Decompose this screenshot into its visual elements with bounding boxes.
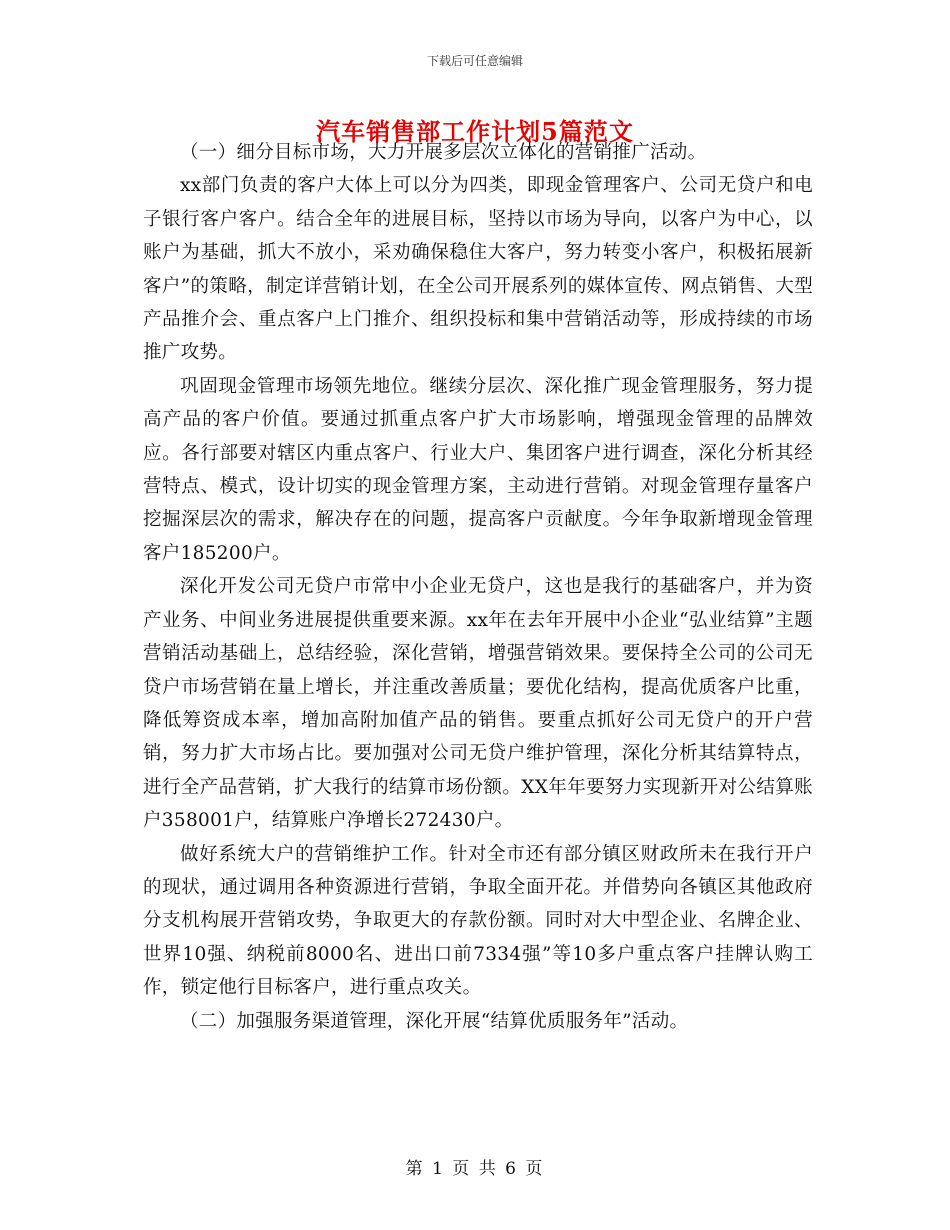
page-number-footer: 第 1 页 共 6 页 (405, 1159, 545, 1179)
document-title: 汽车销售部工作计划5篇范文 (316, 117, 634, 146)
document-body (143, 136, 813, 1038)
paragraph-customer-categories: xx部门负责的客户大体上可以分为四类，即现金管理客户、公司无贷户和电子银行客户客户。结合全年的进展目标，坚持以市场为导向，以客户为中心，以账户为基础，抓大不放小，采劝确保稳住大客户，努力转变小客户，积极拓展新客户”的策略，制定详营销计划，在全公司开展系列的媒体宣传、网点销售、大型产品推介会、重点客户上门推介、组织投标和集中营销活动等，形成持续的市场推广攻势。 (143, 175, 813, 364)
paragraph-section-two-heading: （二）加强服务渠道管理，深化开展“结算优质服务年”活动。 (180, 1010, 689, 1032)
paragraph-section-one-heading: （一）细分目标市场，大力开展多层次立体化的营销推广活动。 (180, 142, 707, 163)
page-header-note: 下载后可任意编辑 (426, 54, 523, 68)
paragraph-major-accounts: 做好系统大户的营销维护工作。针对全市还有部分镇区财政所未在我行开户的现状，通过调用各种资源进行营销，争取全面开花。并借势向各镇区其他政府分支机构展开营销攻势，争取更大的存款份额。同时对大中型企业、名牌企业、世界10强、纳税前8000名、进出口前7334强”等10多户重点客户挂牌认购工作，锁定他行目标客户，进行重点攻关。 (143, 843, 813, 999)
paragraph-cash-management: 巩固现金管理市场领先地位。继续分层次、深化推广现金管理服务，努力提高产品的客户价值。要通过抓重点客户扩大市场影响，增强现金管理的品牌效应。各行部要对辖区内重点客户、行业大户、集团客户进行调查，深化分析其经营特点、模式，设计切实的现金管理方案，主动进行营销。对现金管理存量客户挖掘深层次的需求，解决存在的问题，提高客户贡献度。今年争取新增现金管理客户185200户。 (143, 375, 813, 564)
paragraph-no-loan-accounts: 深化开发公司无贷户市常中小企业无贷户，这也是我行的基础客户，并为资产业务、中间业务进展提供重要来源。xx年在去年开展中小企业“弘业结算”主题营销活动基础上，总结经验，深化营销，增强营销效果。要保持全公司的公司无贷户市场营销在量上增长，并注重改善质量；要优化结构，提高优质客户比重，降低筹资成本率，增加高附加值产品的销售。要重点抓好公司无贷户的开户营销，努力扩大市场占比。要加强对公司无贷户维护管理，深化分析其结算特点，进行全产品营销，扩大我行的结算市场份额。XX年年要努力实现新开对公结算账户358001户，结算账户净增长272430户。 (143, 576, 813, 832)
